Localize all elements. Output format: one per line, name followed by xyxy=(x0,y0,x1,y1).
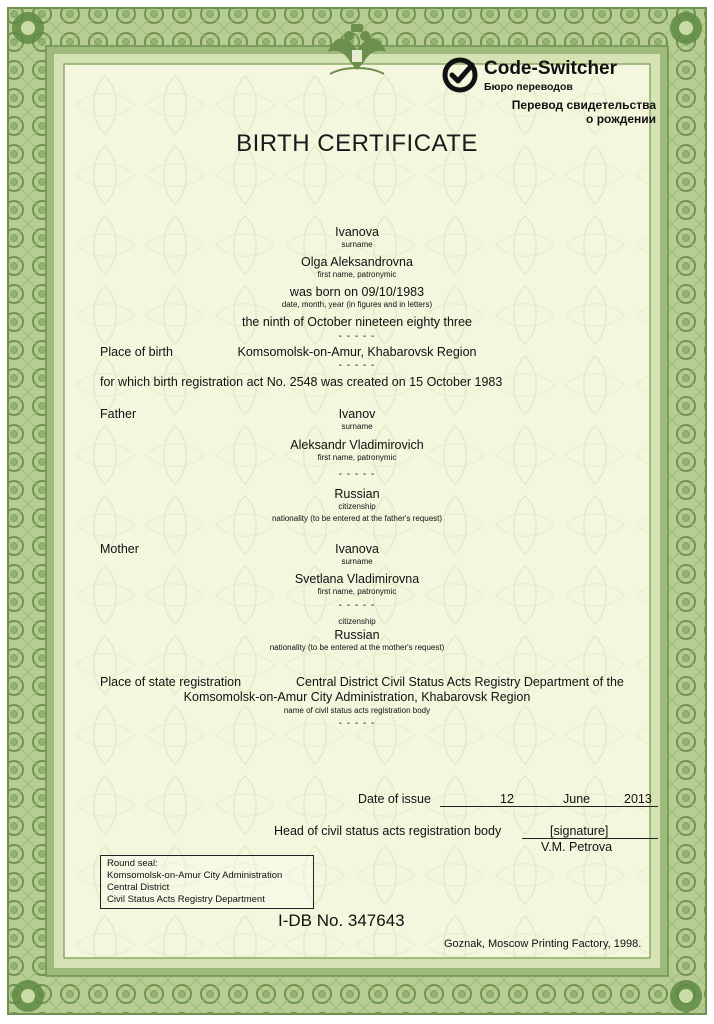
mother-nationality-caption: nationality (to be entered at the mother's request) xyxy=(269,643,445,652)
serial-number: I-DB No. 347643 xyxy=(278,911,405,930)
father-surname: Ivanov xyxy=(338,407,376,421)
father-surname-caption: surname xyxy=(341,422,373,431)
brand-name: Code-Switcher xyxy=(484,58,618,79)
dashes: - - - - - xyxy=(338,469,376,480)
state-registration-caption: name of civil status acts registration body xyxy=(283,706,431,715)
mother-name-caption: first name, patronymic xyxy=(317,587,397,596)
head-label: Head of civil status acts registration body xyxy=(274,824,502,838)
seal-line: Central District xyxy=(107,882,170,893)
document-type-line2: о рождении xyxy=(586,112,656,126)
signature: [signature] xyxy=(550,824,609,838)
child-name-caption: first name, patronymic xyxy=(317,270,397,279)
check-logo-icon xyxy=(442,57,478,93)
mother-surname-caption: surname xyxy=(341,557,373,566)
round-seal-note xyxy=(100,855,314,909)
head-name: V.M. Petrova xyxy=(541,840,613,854)
page-title: BIRTH CERTIFICATE xyxy=(236,130,478,157)
signature-underline xyxy=(522,838,658,839)
place-of-birth-value: Komsomolsk-on-Amur, Khabarovsk Region xyxy=(237,345,477,359)
mother-label: Mother xyxy=(100,542,139,556)
state-registration-line1: Central District Civil Status Acts Registry Department of the xyxy=(296,675,624,689)
father-name-caption: first name, patronymic xyxy=(317,453,397,462)
child-name: Olga Aleksandrovna xyxy=(301,255,413,269)
mother-name: Svetlana Vladimirovna xyxy=(294,572,420,586)
birth-date-caption: date, month, year (in figures and in letters) xyxy=(281,300,433,309)
coat-of-arms-icon xyxy=(322,22,392,80)
child-surname: Ivanova xyxy=(335,225,379,239)
translation-agency-brand xyxy=(442,56,662,128)
mother-citizenship-caption: citizenship xyxy=(338,617,376,626)
seal-line: Round seal: xyxy=(107,858,158,869)
dashes: - - - - - xyxy=(338,331,376,342)
dashes: - - - - - xyxy=(338,360,376,371)
birth-date: was born on 09/10/1983 xyxy=(289,285,425,299)
date-of-issue-label: Date of issue xyxy=(358,792,431,806)
printer-note: Goznak, Moscow Printing Factory, 1998. xyxy=(444,938,642,950)
state-registration-line2: Komsomolsk-on-Amur City Administration, Khabarovsk Region xyxy=(183,690,531,704)
registration-act: for which birth registration act No. 2548 was created on 15 October 1983 xyxy=(100,375,503,389)
document-type-line1: Перевод свидетельства xyxy=(511,98,656,112)
father-citizenship-caption: citizenship xyxy=(338,502,376,511)
state-registration-label: Place of state registration xyxy=(100,675,242,689)
father-nationality: Russian xyxy=(334,487,380,501)
dashes: - - - - - xyxy=(338,600,376,611)
brand-subtitle: Бюро переводов xyxy=(484,81,573,93)
seal-line: Komsomolsk-on-Amur City Administration xyxy=(107,870,283,881)
father-name: Aleksandr Vladimirovich xyxy=(290,438,424,452)
mother-surname: Ivanova xyxy=(335,542,379,556)
dashes: - - - - - xyxy=(338,718,376,729)
issue-year: 2013 xyxy=(624,792,652,806)
place-of-birth-label: Place of birth xyxy=(100,345,173,359)
issue-month: June xyxy=(563,792,591,806)
child-surname-caption: surname xyxy=(341,240,373,249)
birth-date-words: the ninth of October nineteen eighty three xyxy=(241,315,473,329)
father-nationality-caption: nationality (to be entered at the father's request) xyxy=(271,514,443,523)
date-of-issue-underline xyxy=(440,806,658,807)
father-label: Father xyxy=(100,407,137,421)
issue-day: 12 xyxy=(500,792,514,806)
seal-line: Civil Status Acts Registry Department xyxy=(107,894,265,905)
mother-nationality: Russian xyxy=(334,628,380,642)
